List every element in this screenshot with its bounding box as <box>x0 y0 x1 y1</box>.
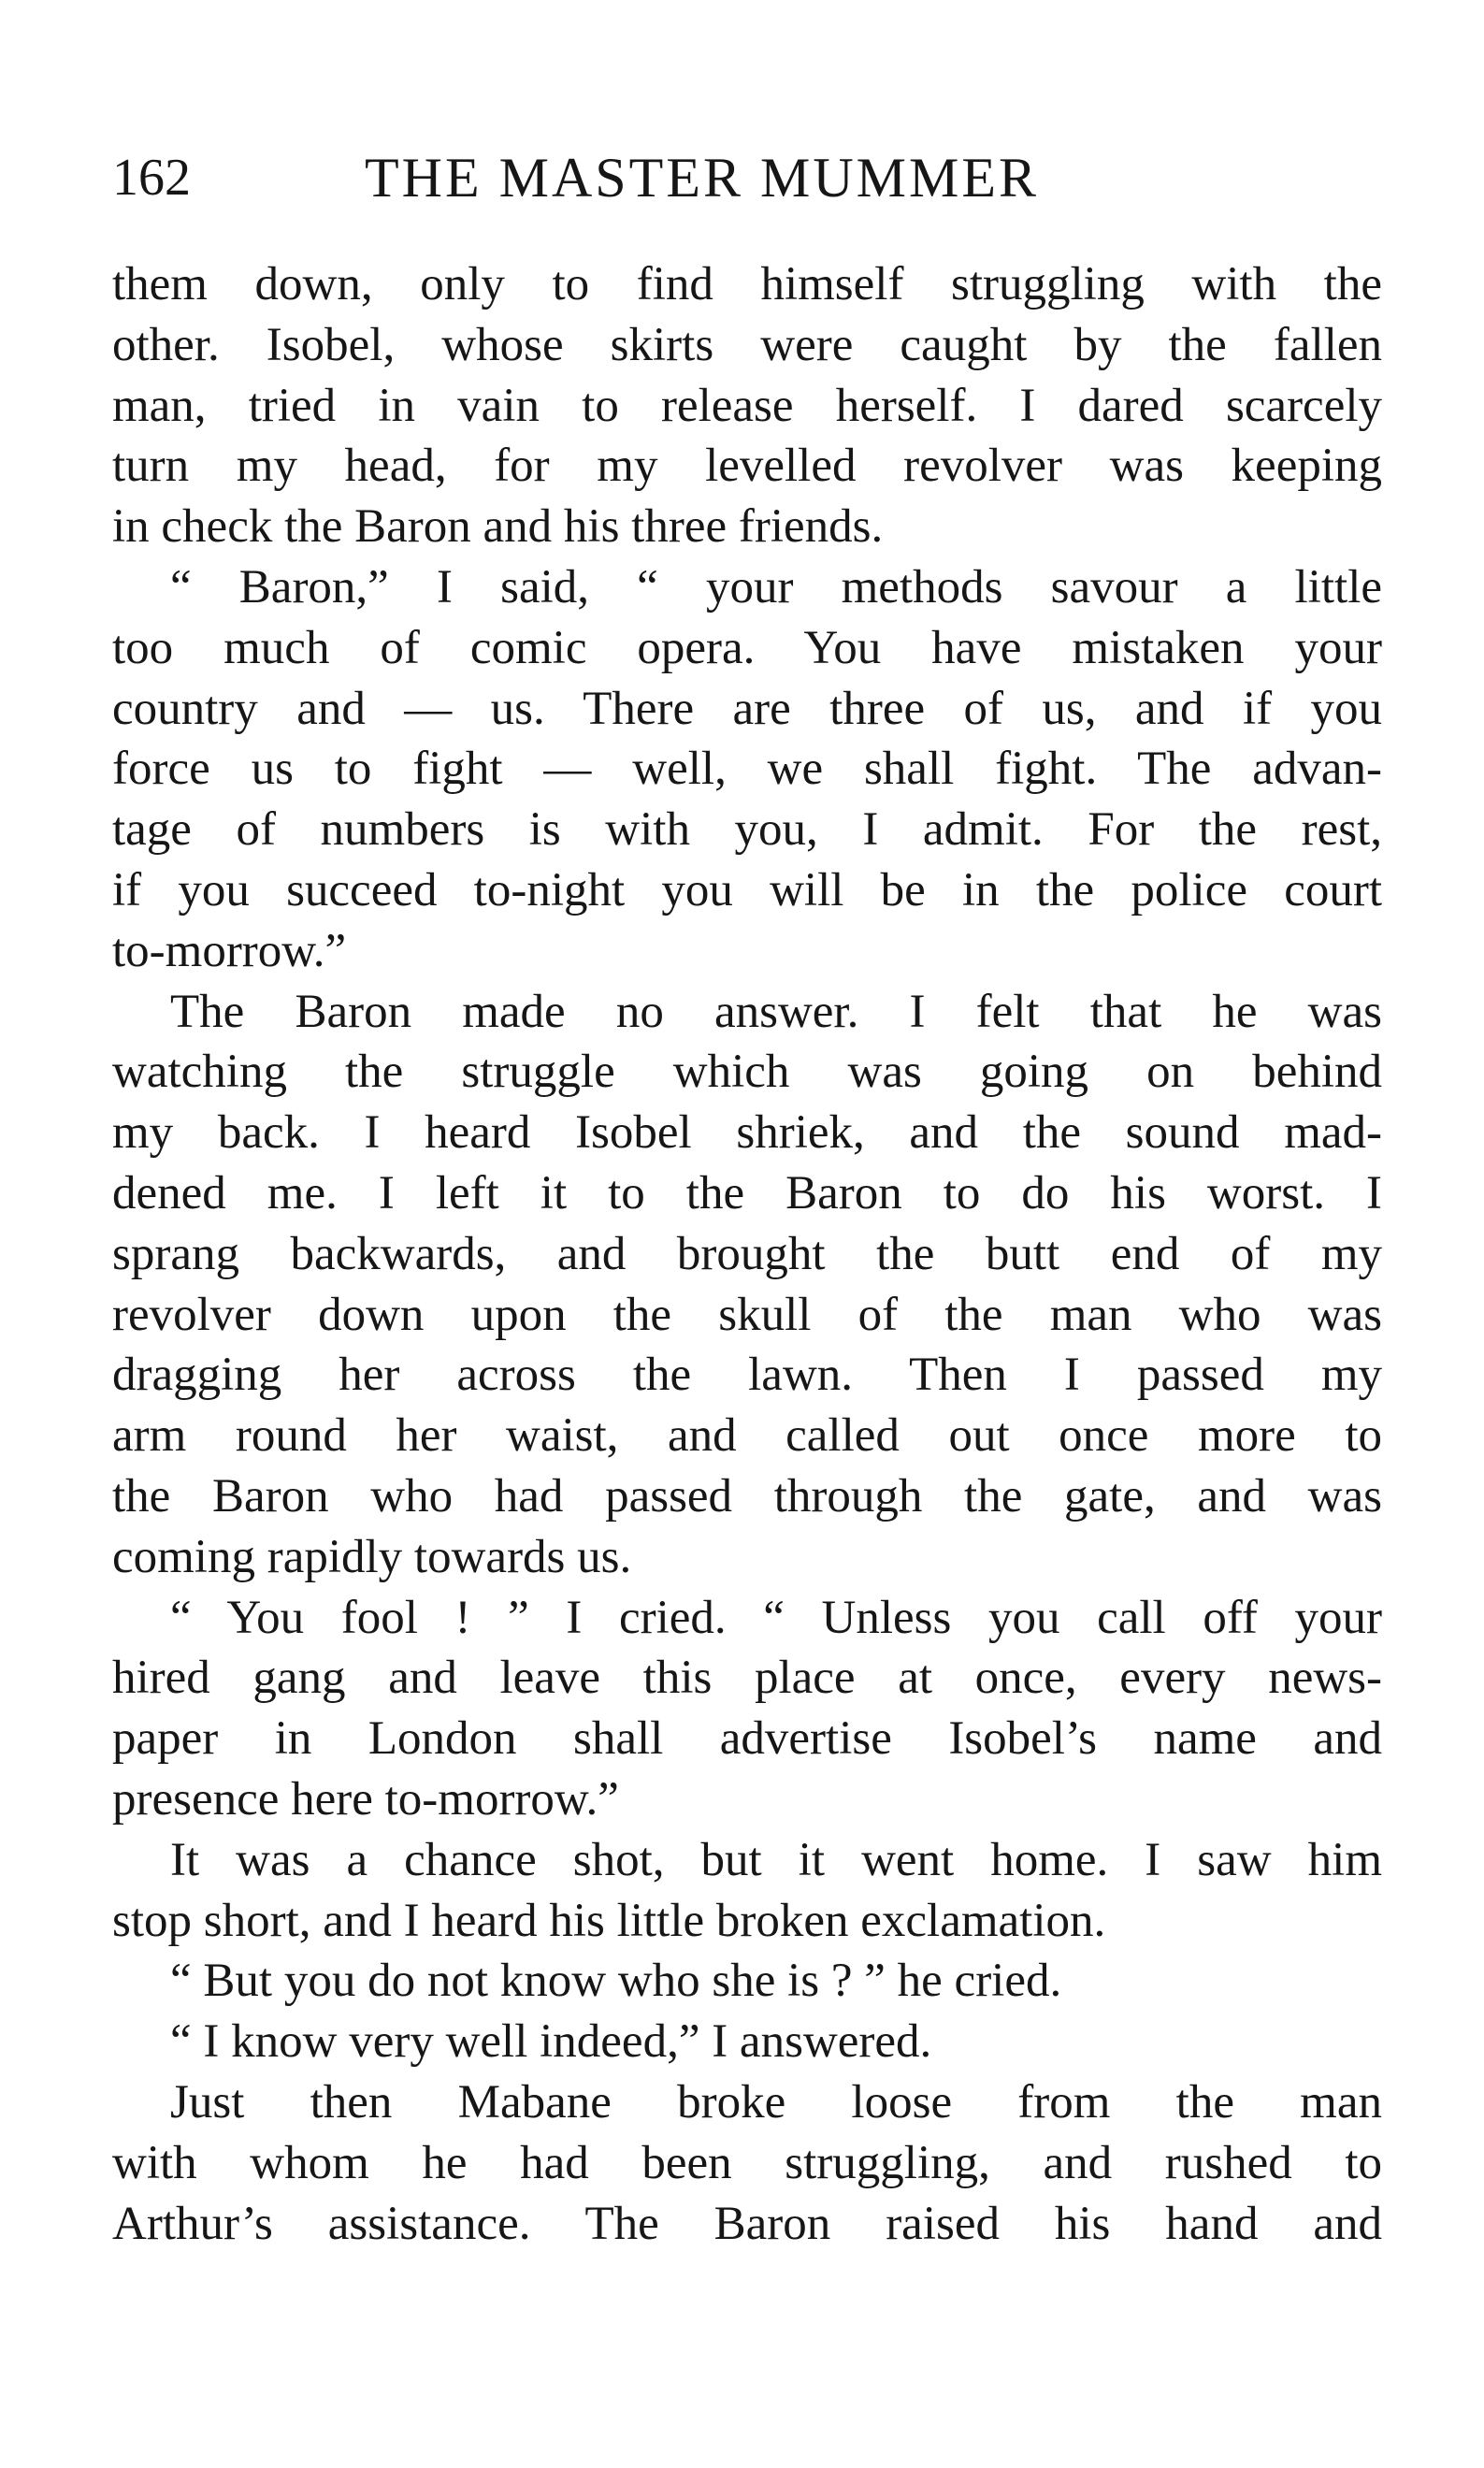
text-line: with whom he had been struggling, and rushed to <box>112 2136 1382 2189</box>
text-line: country and — us. There are three of us, and if you <box>112 682 1382 735</box>
text-line: turn my head, for my levelled revolver was keeping <box>112 440 1382 493</box>
text-line: revolver down upon the skull of the man who was <box>112 1288 1382 1341</box>
text-line: dragging her across the lawn. Then I passed my <box>112 1349 1382 1402</box>
text-line: coming rapidly towards us. <box>112 1530 632 1583</box>
text-line: The Baron made no answer. I felt that he was <box>170 985 1382 1038</box>
text-line: my back. I heard Isobel shriek, and the sound mad- <box>112 1106 1382 1160</box>
page-number: 162 <box>112 149 191 207</box>
text-line: stop short, and I heard his little broken exclamation. <box>112 1894 1106 1947</box>
text-line: watching the struggle which was going on behind <box>112 1046 1382 1099</box>
text-line: “ Baron,” I said, “ your methods savour a little <box>170 560 1382 613</box>
text-line: if you succeed to-night you will be in the police court <box>112 863 1382 916</box>
text-line: in check the Baron and his three friends. <box>112 500 884 554</box>
text-line: dened me. I left it to the Baron to do his worst. I <box>112 1166 1382 1220</box>
text-line: paper in London shall advertise Isobel’s name and <box>112 1712 1382 1766</box>
text-line: the Baron who had passed through the gate, and was <box>112 1469 1382 1523</box>
text-line: “ But you do not know who she is ? ” he cried. <box>170 1955 1062 2008</box>
text-line: It was a chance shot, but it went home. I saw him <box>170 1833 1382 1886</box>
text-line: presence here to-morrow.” <box>112 1772 619 1826</box>
text-line: too much of comic opera. You have mistaken your <box>112 621 1382 674</box>
text-line: Just then Mabane broke loose from the man <box>170 2075 1382 2129</box>
text-line: hired gang and leave this place at once, every news- <box>112 1652 1382 1705</box>
text-line: force us to fight — well, we shall fight. The advan- <box>112 743 1382 796</box>
text-line: man, tried in vain to release herself. I dared scarcely <box>112 379 1382 432</box>
text-line: them down, only to find himself struggling with the <box>112 258 1382 310</box>
text-line: sprang backwards, and brought the butt end of my <box>112 1227 1382 1280</box>
text-line: to-morrow.” <box>112 924 347 977</box>
body-text <box>112 254 1382 2254</box>
text-line: Arthur’s assistance. The Baron raised his hand and <box>112 2197 1382 2250</box>
text-line: “ I know very well indeed,” I answered. <box>170 2015 932 2069</box>
text-line: “ You fool ! ” I cried. “ Unless you call off your <box>170 1591 1382 1644</box>
text-line: tage of numbers is with you, I admit. For the rest, <box>112 803 1382 857</box>
running-head <box>112 140 1384 215</box>
text-line: other. Isobel, whose skirts were caught by the fallen <box>112 318 1382 371</box>
running-title: THE MASTER MUMMER <box>365 147 1040 209</box>
text-line: arm round her waist, and called out once more to <box>112 1409 1382 1463</box>
